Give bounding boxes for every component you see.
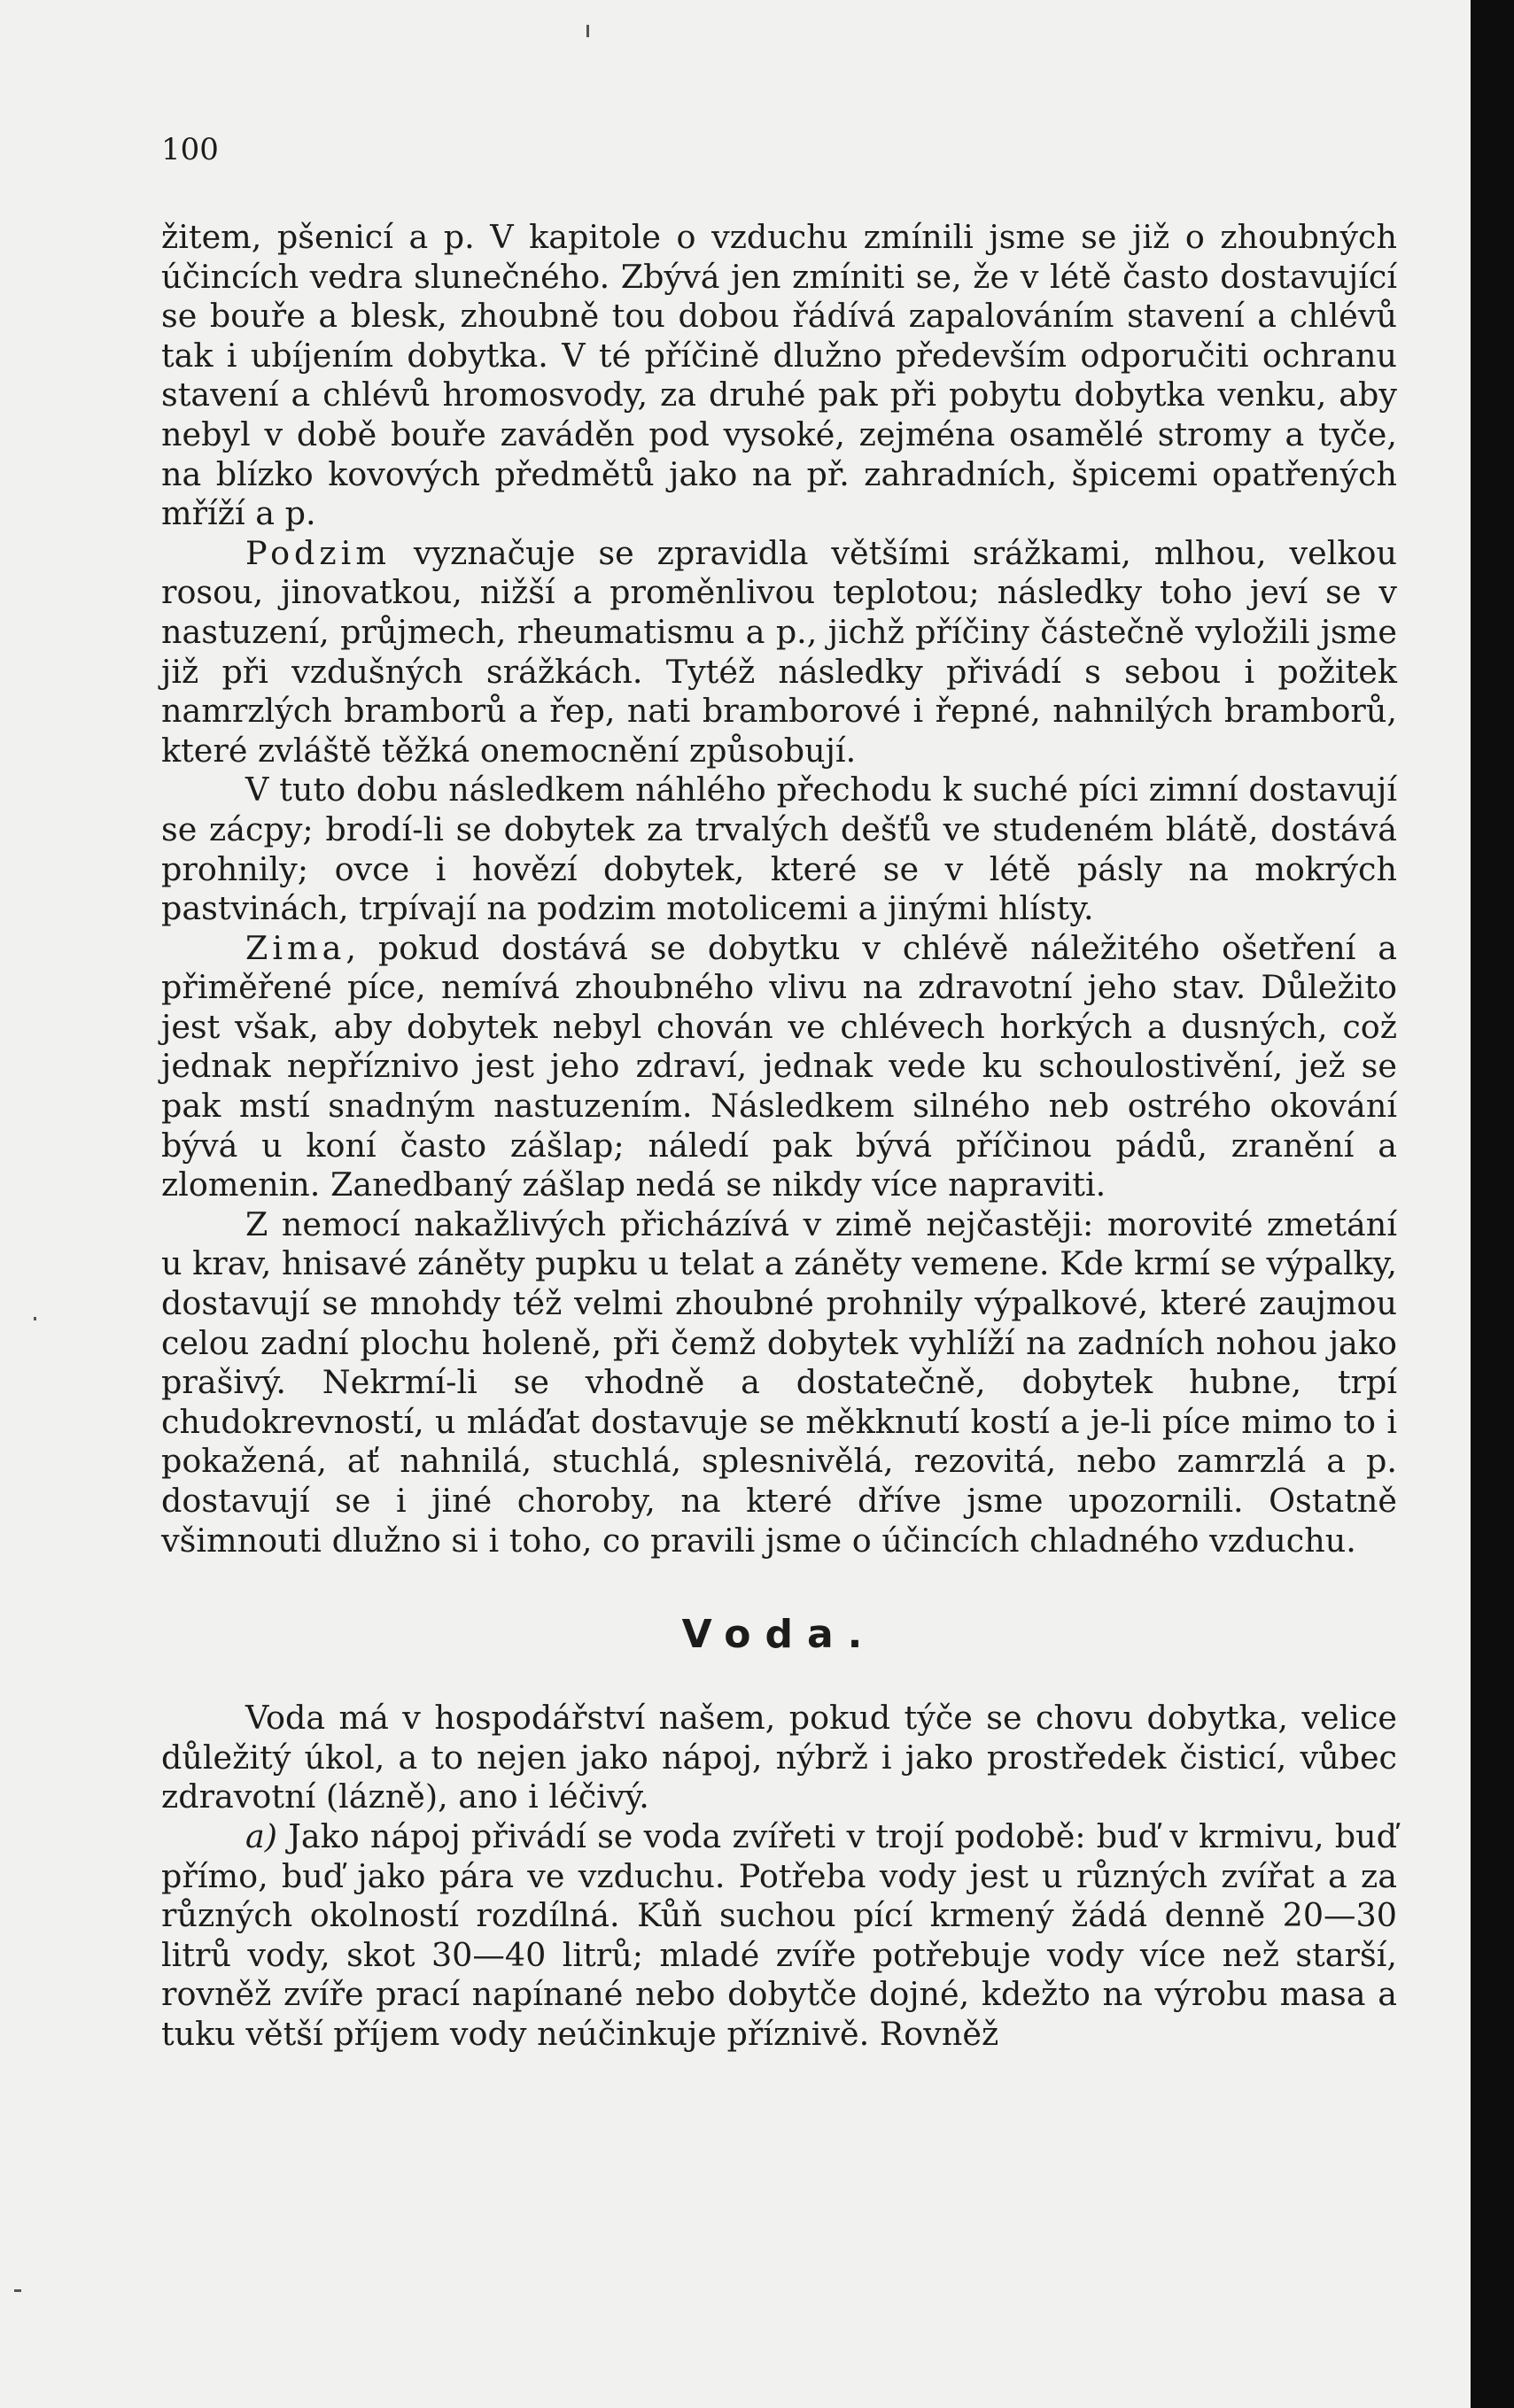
- paragraph-3-text: V tuto dobu následkem náhlého přechodu k suché píci zimní dostavují se zácpy; brodí-li se dobytek za trvalých dešťů ve studeném blátě, dostává prohnily; ovce i hovězí dobytek, které se v létě pásly na mokrých pastvinách, trpívají na podzim motolicemi a jinými hlísty.: [161, 770, 1397, 928]
- paragraph-voda-1-text: Voda má v hospodářství našem, pokud týče se chovu dobytka, velice důležitý úkol, a to nejen jako nápoj, nýbrž i jako prostředek čisticí, vůbec zdravotní (lázně), ano i léčivý.: [161, 1699, 1397, 1816]
- paragraph-zima: [161, 929, 1397, 1205]
- paragraph-1: [161, 218, 1397, 534]
- paragraph-podzim: [161, 534, 1397, 771]
- paragraph-voda-1: [161, 1699, 1397, 1817]
- paragraph-zima-lead: Zima: [245, 928, 346, 967]
- paragraph-5: [161, 1205, 1397, 1560]
- section-heading: Voda.: [681, 1612, 877, 1658]
- list-marker: a): [245, 1816, 278, 1855]
- paragraph-podzim-text: vyznačuje se zpravidla většími srážkami, mlhou, velkou rosou, jinovatkou, nižší a proměnlivou teplotou; následky toho jeví se v nastuzení, průjmech, rheumatismu a p., jichž příčiny částečně vyložili jsme již při vzdušných srážkách. Tytéž následky přivádí s sebou i požitek namrzlých bramborů a řep, nati bramborové i řepné, nahnilých bramborů, které zvláště těžká onemocnění způsobují.: [161, 533, 1397, 770]
- paragraph-zima-text: , pokud dostává se dobytku v chlévě náležitého ošetření a přiměřené píce, nemívá zhoubného vlivu na zdravotní jeho stav. Důležito jest však, aby dobytek nebyl chován ve chlévech horkých a dusných, což jednak nepříznivo jest jeho zdraví, jednak vede ku schoulostivění, jež se pak mstí snadným nastuzením. Následkem silného neb ostrého okování bývá u koní často zášlap; náledí pak bývá příčinou pádů, zranění a zlomenin. Zanedbaný zášlap nedá se nikdy více napraviti.: [161, 928, 1397, 1204]
- paragraph-podzim-lead: Podzim: [245, 533, 391, 572]
- scan-border: [1471, 0, 1514, 2408]
- paragraph-voda-2-text: Jako nápoj přivádí se voda zvířeti v trojí podobě: buď v krmivu, buď přímo, buď jako pára ve vzduchu. Potřeba vody jest u různých zvířat a za různých okolností rozdílná. Kůň suchou pící krmený žádá denně 20—30 litrů vody, skot 30—40 litrů; mladé zvíře potřebuje vody více než starší, rovněž zvíře prací napínané nebo dobytče dojné, kdežto na výrobu masa a tuku větší příjem vody neúčinkuje příznivě. Rovněž: [161, 1816, 1397, 2053]
- paragraph-voda-2: [161, 1817, 1397, 2055]
- page-text: [161, 106, 1397, 2055]
- scan-speck: [14, 2289, 21, 2292]
- paragraph-3: [161, 770, 1397, 928]
- paragraph-5-text: Z nemocí nakažlivých přicházívá v zimě nejčastěji: morovité zmetání u krav, hnisavé záněty pupku u telat a záněty vemene. Kde krmí se výpalky, dostavují se mnohdy též velmi zhoubné prohnily výpalkové, které zaujmou celou zadní plochu holeně, při čemž dobytek vyhlíží na zadních nohou jako prašivý. Nekrmí-li se vhodně a dostatečně, dobytek hubne, trpí chudokrevností, u mláďat dostavuje se měkknutí kostí a je-li píce mimo to i pokažená, ať nahnilá, stuchlá, splesnivělá, rezovitá, nebo zamrzlá a p. dostavují se i jiné choroby, na které dříve jsme upozornili. Ostatně všimnouti dlužno si i toho, co pravili jsme o účincích chladného vzduchu.: [161, 1204, 1397, 1560]
- page-number: 100: [161, 132, 219, 167]
- scan-speck: [586, 25, 589, 37]
- paragraph-1-text: žitem, pšenicí a p. V kapitole o vzduchu zmínili jsme se již o zhoubných účincích vedra slunečného. Zbývá jen zmíniti se, že v létě často dostavující se bouře a blesk, zhoubně tou dobou řádívá zapalováním stavení a chlévů tak i ubíjením dobytka. V té příčině dlužno především odporučiti ochranu stavení a chlévů hromosvody, za druhé pak při pobytu dobytka venku, aby nebyl v době bouře zaváděn pod vysoké, zejména osamělé stromy a tyče, na blízko kovových předmětů jako na př. zahradních, špicemi opatřených mříží a p.: [161, 218, 1397, 533]
- scan-speck: [34, 1317, 36, 1320]
